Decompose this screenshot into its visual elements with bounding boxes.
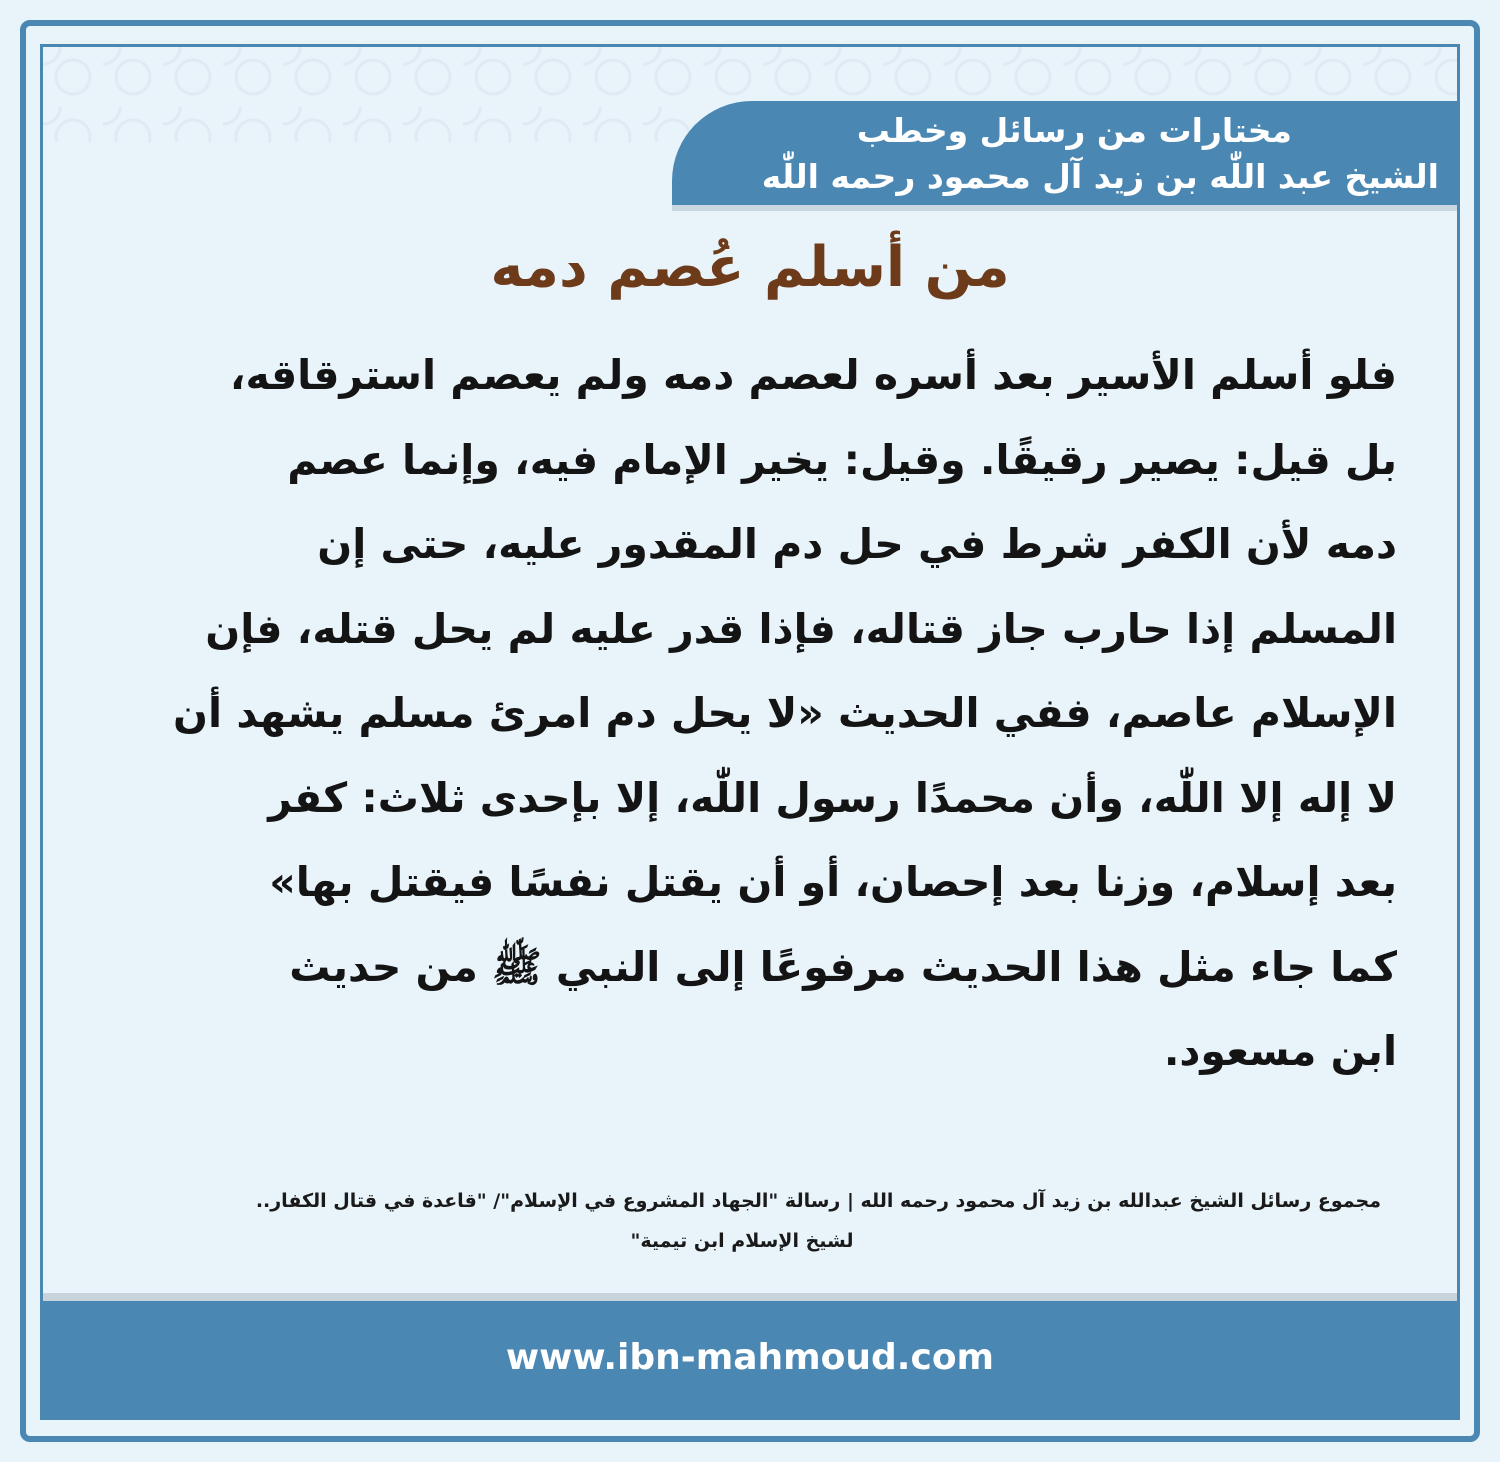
body-line: كما جاء مثل هذا الحديث مرفوعًا إلى النبي ﷺ من حديث [289,942,1397,991]
card [40,44,1460,1420]
header-series-title: مختارات من رسائل وخطب [856,111,1292,150]
body-line: بل قيل: يصير رقيقًا. وقيل: يخير الإمام فيه، وإنما عصم [287,435,1397,484]
body-line: ابن مسعود. [1163,1027,1397,1075]
body-line: الإسلام عاصم، ففي الحديث «لا يحل دم امرئ مسلم يشهد أن [173,689,1397,737]
page-title: من أسلم عُصم دمه [490,235,1010,300]
footer-bar [43,1301,1457,1420]
header-author: الشيخ عبد اللّٰه بن زيد آل محمود رحمه اللّٰه [761,157,1439,196]
body-line: لا إله إلا اللّٰه، وأن محمدًا رسول اللّٰه، إلا بإحدى ثلاث: كفر [268,773,1397,822]
body-text [127,333,1397,1094]
citation-line-1: مجموع رسائل الشيخ عبدالله بن زيد آل محمود رحمه الله | رسالة "الجهاد المشروع في الإسلام"/ "قاعدة في قتال الكفار.. [255,1190,1381,1212]
website-link[interactable]: www.ibn-mahmoud.com [505,1337,995,1378]
body-line: فلو أسلم الأسير بعد أسره لعصم دمه ولم يعصم استرقاقه، [229,351,1397,399]
body-line: بعد إسلام، وزنا بعد إحصان، أو أن يقتل نفسًا فيقتل بها» [269,858,1397,906]
body-line: دمه لأن الكفر شرط في حل دم المقدور عليه، حتى إن [317,520,1397,568]
header-banner [672,101,1457,205]
citation-line-2: لشيخ الإسلام ابن تيمية" [630,1230,854,1252]
body-line: المسلم إذا حارب جاز قتاله، فإذا قدر عليه لم يحل قتله، فإن [205,604,1397,653]
footer-divider [43,1293,1457,1301]
source-citation [103,1181,1381,1261]
